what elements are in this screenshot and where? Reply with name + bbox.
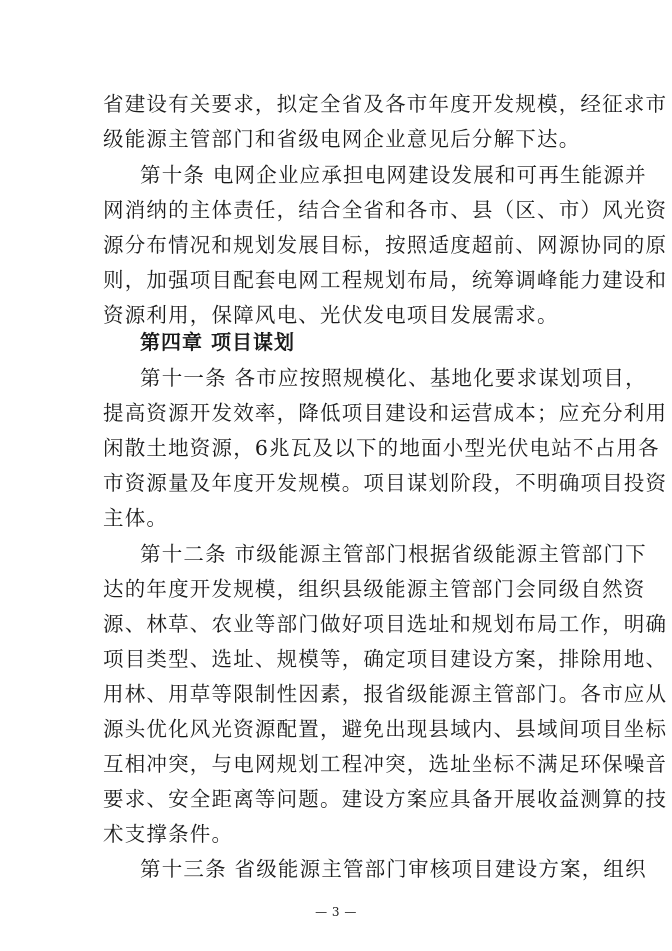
text-line: 源头优化风光资源配置，避免出现县域内、县域间项目坐标 bbox=[103, 717, 668, 741]
text-line: 要求、安全距离等问题。建设方案应具备开展收益测算的技 bbox=[103, 787, 668, 811]
text-line: 闲散土地资源，6兆瓦及以下的地面小型光伏电站不占用各 bbox=[103, 436, 660, 460]
text-line: 源分布情况和规划发展目标，按照适度超前、网源协同的原 bbox=[103, 233, 668, 257]
text-line: 省建设有关要求，拟定全省及各市年度开发规模，经征求市 bbox=[103, 92, 668, 116]
chapter-heading: 第四章 项目谋划 bbox=[140, 330, 295, 354]
text-line: 提高资源开发效率，降低项目建设和运营成本；应充分利用 bbox=[103, 401, 668, 425]
text-line: 则，加强项目配套电网工程规划布局，统筹调峰能力建设和 bbox=[103, 268, 668, 292]
text-line: 达的年度开发规模，组织县级能源主管部门会同级自然资 bbox=[103, 577, 646, 601]
text-line: 源、林草、农业等部门做好项目选址和规划布局工作，明确 bbox=[103, 612, 668, 636]
text-line: 资源利用，保障风电、光伏发电项目发展需求。 bbox=[103, 303, 559, 327]
text-line: 市资源量及年度开发规模。项目谋划阶段，不明确项目投资 bbox=[103, 471, 668, 495]
paragraph-start-line: 第十二条 市级能源主管部门根据省级能源主管部门下 bbox=[140, 542, 647, 566]
text-line: 用林、用草等限制性因素，报省级能源主管部门。各市应从 bbox=[103, 682, 668, 706]
text-line: 术支撑条件。 bbox=[103, 822, 234, 846]
text-line: 网消纳的主体责任，结合全省和各市、县（区、市）风光资 bbox=[103, 198, 668, 222]
text-line: 主体。 bbox=[103, 506, 169, 530]
paragraph-start-line: 第十条 电网企业应承担电网建设发展和可再生能源并 bbox=[140, 163, 647, 187]
paragraph-start-line: 第十一条 各市应按照规模化、基地化要求谋划项目， bbox=[140, 366, 647, 390]
paragraph-start-line: 第十三条 省级能源主管部门审核项目建设方案，组织 bbox=[140, 857, 647, 881]
page-number: — 3 — bbox=[315, 905, 357, 919]
text-line: 项目类型、选址、规模等，确定项目建设方案，排除用地、 bbox=[103, 647, 668, 671]
text-line: 级能源主管部门和省级电网企业意见后分解下达。 bbox=[103, 127, 581, 151]
text-line: 互相冲突，与电网规划工程冲突，选址坐标不满足环保噪音 bbox=[103, 752, 668, 776]
